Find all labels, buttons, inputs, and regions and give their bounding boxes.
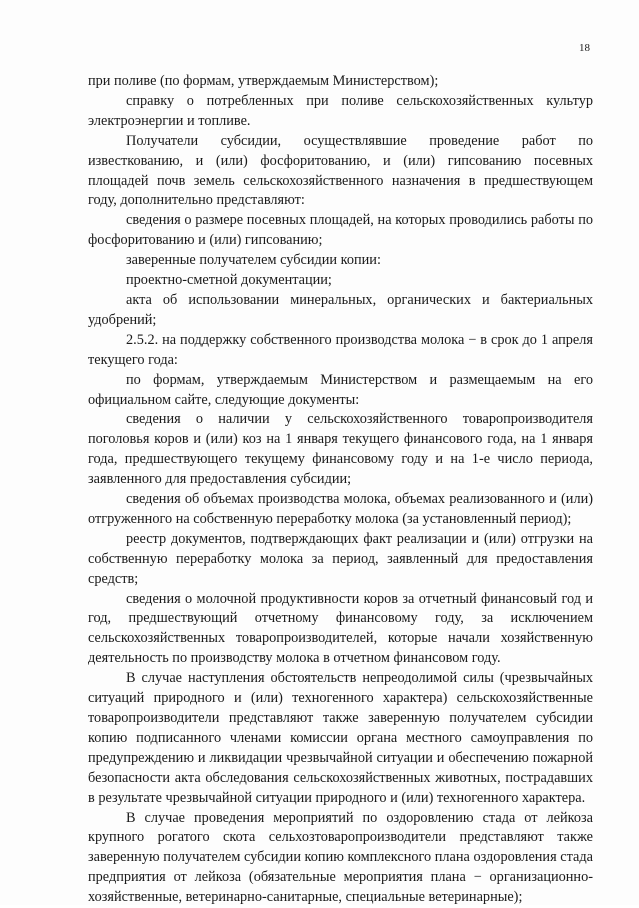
paragraph-8: 2.5.2. на поддержку собственного производства молока − в срок до 1 апреля текущего года:: [88, 331, 593, 368]
paragraph-11: сведения об объемах производства молока, объемах реализованного и (или) отгруженного на собственную переработку молока (за установленный период);: [88, 491, 593, 527]
paragraph-2: справку о потребленных при поливе сельскохозяйственных культур электроэнергии и топливе.: [88, 92, 593, 129]
document-body: [88, 72, 593, 908]
paragraph-14: В случае наступления обстоятельств непреодолимой силы (чрезвычайных ситуаций природного и (или) техногенного характера) сельскохозяйственные товаропроизводители представляют также заверенную получателем субсидии копию подписанного членами комиссии органа местного самоуправления по предупреждению и ликвидации чрезвычайной ситуации и обеспечению пожарной безопасности акта обследования сельскохозяйственных животных, пострадавших в результате чрезвычайной ситуации природного и (или) техногенного характера.: [88, 670, 593, 806]
paragraph-9: по формам, утверждаемым Министерством и размещаемым на его официальном сайте, следующие документы:: [88, 371, 593, 408]
paragraph-15: В случае проведения мероприятий по оздоровлению стада от лейкоза крупного рогатого скота сельхозтоваропроизводители представляют также заверенную получателем субсидии копию комплексного плана оздоровления стада предприятия от лейкоза (обязательные мероприятия плана − организационно-хозяйственные, ветеринарно-санитарные, специальные ветеринарные);: [88, 809, 593, 906]
paragraph-12: реестр документов, подтверждающих факт реализации и (или) отгрузки на собственную переработку молока за период, заявленный для предоставления средств;: [88, 530, 593, 587]
page-number: 18: [579, 42, 590, 54]
paragraph-4: сведения о размере посевных площадей, на которых проводились работы по фосфоритованию и (или) гипсованию;: [88, 212, 593, 249]
paragraph-3: Получатели субсидии, осуществлявшие проведение работ по известкованию, и (или) фосфоритованию, и (или) гипсованию посевных площадей почв земель сельскохозяйственного назначения в предшествующем году, дополнительно представляют:: [88, 132, 593, 209]
paragraph-7: акта об использовании минеральных, органических и бактериальных удобрений;: [88, 291, 593, 328]
paragraph-5: заверенные получателем субсидии копии:: [126, 252, 381, 269]
paragraph-1: при поливе (по формам, утверждаемым Министерством);: [88, 73, 439, 89]
paragraph-6: проектно-сметной документации;: [126, 272, 332, 289]
paragraph-10: сведения о наличии у сельскохозяйственного товаропроизводителя поголовья коров и (или) коз на 1 января текущего финансового года, на 1 января года, предшествующего текущему финансовому году и на 1-е число периода, заявленного для предоставления субсидии;: [88, 411, 593, 488]
paragraph-13: сведения о молочной продуктивности коров за отчетный финансовый год и год, предшествующий отчетному финансовому году, за исключением сельскохозяйственных товаропроизводителей, которые начали хозяйственную деятельность по производству молока в отчетном финансовом году.: [88, 590, 593, 667]
